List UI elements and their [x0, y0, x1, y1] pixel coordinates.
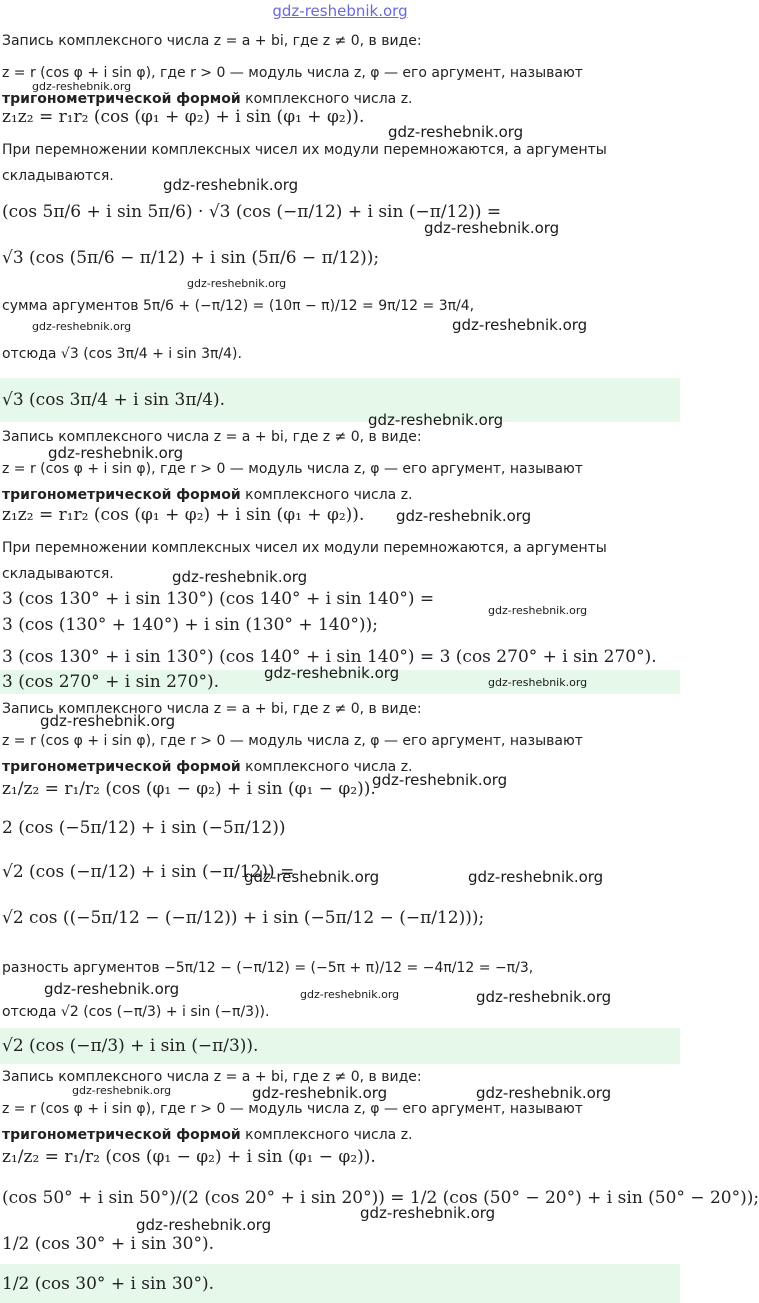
watermark: gdz-reshebnik.org [488, 676, 588, 689]
watermark: gdz-reshebnik.org [44, 980, 180, 998]
text-line: z = r (cos φ + i sin φ), где r > 0 — модуль числа z, φ — его аргумент, называют [2, 733, 583, 749]
text-line: z = r (cos φ + i sin φ), где r > 0 — модуль числа z, φ — его аргумент, называют [2, 1101, 583, 1117]
text-line: отсюда √3 (cos 3π/4 + i sin 3π/4). [2, 346, 242, 362]
text-line: Запись комплексного числа z = a + bi, где z ≠ 0, в виде: [2, 701, 422, 717]
watermark: gdz-reshebnik.org [468, 868, 604, 886]
formula-line: z₁z₂ = r₁r₂ (cos (φ₁ + φ₂) + i sin (φ₁ + φ₂)). [2, 505, 365, 525]
answer-line: 1/2 (cos 30° + i sin 30°). [2, 1273, 214, 1294]
watermark: gdz-reshebnik.org [388, 123, 524, 141]
watermark: gdz-reshebnik.org [252, 1084, 388, 1102]
watermark: gdz-reshebnik.org [372, 771, 508, 789]
watermark: gdz-reshebnik.org [424, 219, 560, 237]
watermark: gdz-reshebnik.org [136, 1216, 272, 1234]
answer-line: 3 (cos 270° + i sin 270°). [2, 672, 220, 692]
watermark: gdz-reshebnik.org [396, 507, 532, 525]
text-line: Запись комплексного числа z = a + bi, где z ≠ 0, в виде: [2, 429, 422, 445]
watermark: gdz-reshebnik.org [476, 988, 612, 1006]
text-line: отсюда √2 (cos (−π/3) + i sin (−π/3)). [2, 1004, 270, 1020]
formula-line: 3 (cos 130° + i sin 130°) (cos 140° + i sin 140°) = 3 (cos 270° + i sin 270°). [2, 647, 657, 667]
watermark: gdz-reshebnik.org [32, 80, 132, 93]
formula-line: 1/2 (cos 30° + i sin 30°). [2, 1234, 214, 1254]
formula-line: (cos 5π/6 + i sin 5π/6) · √3 (cos (−π/12) + i sin (−π/12)) = [2, 202, 502, 222]
formula-line: 3 (cos 130° + i sin 130°) (cos 140° + i sin 140°) = [2, 589, 435, 609]
text-line: z = r (cos φ + i sin φ), где r > 0 — модуль числа z, φ — его аргумент, называют [2, 461, 583, 477]
formula-line: √2 cos ((−5π/12 − (−π/12)) + i sin (−5π/12 − (−π/12))); [2, 908, 485, 928]
formula-line: z₁z₂ = r₁r₂ (cos (φ₁ + φ₂) + i sin (φ₁ + φ₂)). [2, 107, 365, 127]
text-line: тригонометрической формой комплексного числа z. [2, 759, 413, 775]
formula-line: √3 (cos (5π/6 − π/12) + i sin (5π/6 − π/12)); [2, 248, 380, 268]
text-line: При перемножении комплексных чисел их модули перемножаются, а аргументы [2, 540, 607, 556]
text-line: z = r (cos φ + i sin φ), где r > 0 — модуль числа z, φ — его аргумент, называют [2, 65, 583, 81]
formula-line: √2 (cos (−π/12) + i sin (−π/12)) = [2, 862, 295, 882]
watermark: gdz-reshebnik.org [452, 316, 588, 334]
watermark: gdz-reshebnik.org [32, 320, 132, 333]
watermark: gdz-reshebnik.org [163, 176, 299, 194]
text-line: тригонометрической формой комплексного числа z. [2, 487, 413, 503]
text-line: разность аргументов −5π/12 − (−π/12) = (−5π + π)/12 = −4π/12 = −π/3, [2, 960, 534, 976]
formula-line: z₁/z₂ = r₁/r₂ (cos (φ₁ − φ₂) + i sin (φ₁ − φ₂)). [2, 779, 376, 799]
watermark: gdz-reshebnik.org [368, 411, 504, 429]
formula-line: (cos 50° + i sin 50°)/(2 (cos 20° + i sin 20°)) = 1/2 (cos (50° − 20°) + i sin (50° − 20°)); [2, 1188, 759, 1208]
text-line: тригонометрической формой комплексного числа z. [2, 91, 413, 107]
formula-line: 3 (cos (130° + 140°) + i sin (130° + 140°)); [2, 615, 378, 635]
text-line: Запись комплексного числа z = a + bi, где z ≠ 0, в виде: [2, 33, 422, 49]
formula-line: z₁/z₂ = r₁/r₂ (cos (φ₁ − φ₂) + i sin (φ₁ − φ₂)). [2, 1147, 376, 1167]
text-line: складываются. [2, 168, 114, 184]
watermark: gdz-reshebnik.org [172, 568, 308, 586]
answer-line: √3 (cos 3π/4 + i sin 3π/4). [2, 390, 226, 410]
watermark: gdz-reshebnik.org [187, 277, 287, 290]
watermark: gdz-reshebnik.org [360, 1204, 496, 1222]
text-line: Запись комплексного числа z = a + bi, где z ≠ 0, в виде: [2, 1069, 422, 1085]
watermark: gdz-reshebnik.org [40, 712, 176, 730]
text-line: сумма аргументов 5π/6 + (−π/12) = (10π − π)/12 = 9π/12 = 3π/4, [2, 298, 475, 314]
watermark: gdz-reshebnik.org [72, 1084, 172, 1097]
watermark: gdz-reshebnik.org [476, 1084, 612, 1102]
site-link[interactable]: gdz-reshebnik.org [272, 2, 408, 20]
watermark: gdz-reshebnik.org [264, 664, 400, 682]
watermark: gdz-reshebnik.org [48, 444, 184, 462]
watermark: gdz-reshebnik.org [488, 604, 588, 617]
text-line: При перемножении комплексных чисел их модули перемножаются, а аргументы [2, 142, 607, 158]
watermark: gdz-reshebnik.org [244, 868, 380, 886]
formula-line: 2 (cos (−5π/12) + i sin (−5π/12)) [2, 818, 286, 838]
answer-line: √2 (cos (−π/3) + i sin (−π/3)). [2, 1036, 259, 1056]
text-line: складываются. [2, 566, 114, 582]
watermark: gdz-reshebnik.org [300, 988, 400, 1001]
text-line: тригонометрической формой комплексного числа z. [2, 1127, 413, 1143]
